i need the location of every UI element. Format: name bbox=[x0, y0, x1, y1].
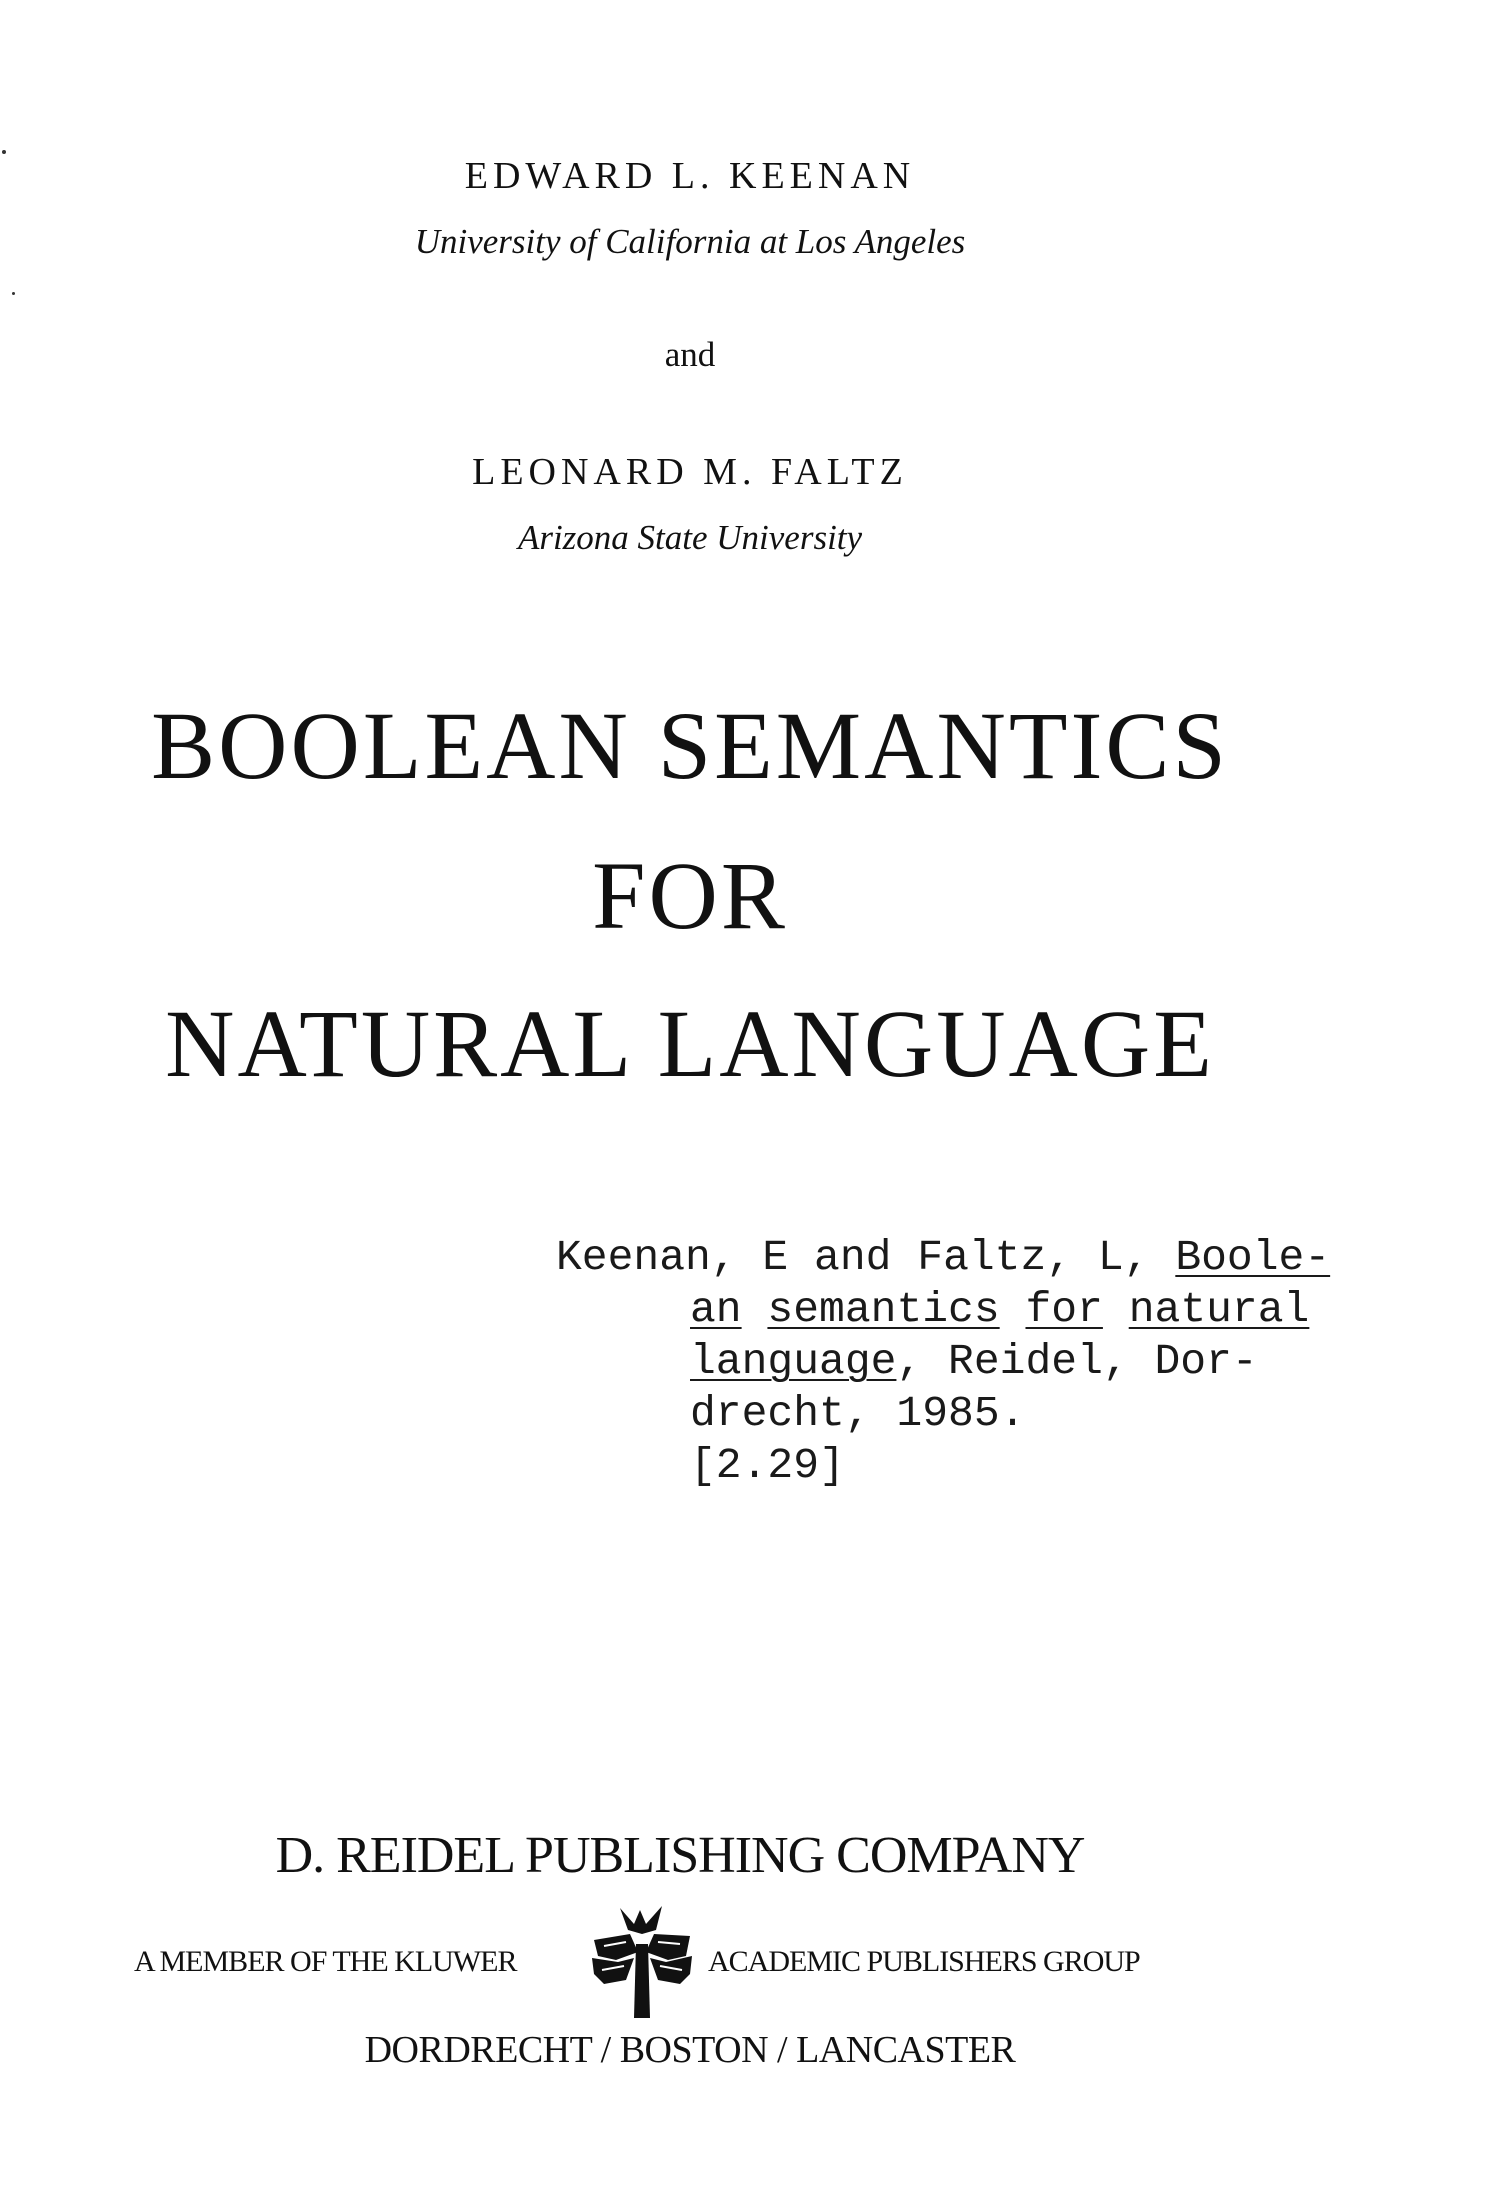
scan-speck bbox=[12, 292, 15, 295]
citation-underlined-text: natural bbox=[1128, 1285, 1310, 1334]
author-affiliation-2: Arizona State University bbox=[517, 518, 863, 557]
publisher-cities: DORDRECHT / BOSTON / LANCASTER bbox=[364, 2029, 1016, 2071]
book-title-line-1: BOOLEAN SEMANTICS bbox=[151, 692, 1229, 799]
author-name-1: EDWARD L. KEENAN bbox=[464, 155, 916, 197]
publisher-name: D. REIDEL PUBLISHING COMPANY bbox=[275, 1827, 1085, 1884]
publisher-member-left: A MEMBER OF THE KLUWER bbox=[134, 1945, 517, 1978]
citation-underlined-text: language bbox=[690, 1337, 897, 1386]
citation-line-5: [2.29] bbox=[690, 1441, 845, 1490]
citation-line-1 bbox=[556, 1232, 1330, 1284]
citation-underlined-text: for bbox=[1025, 1285, 1103, 1334]
citation-underlined-text: Boole- bbox=[1175, 1233, 1331, 1282]
book-title-line-3: NATURAL LANGUAGE bbox=[165, 990, 1215, 1097]
citation-line-4: drecht, 1985. bbox=[690, 1389, 1026, 1438]
citation-underlined-text: semantics bbox=[767, 1285, 1000, 1334]
citation-text: Keenan, E and Faltz, L, bbox=[556, 1233, 1176, 1282]
kluwer-logo-icon bbox=[590, 1900, 694, 2020]
citation-line-2 bbox=[690, 1284, 1309, 1336]
book-title-line-2: FOR bbox=[592, 842, 788, 949]
publisher-member-right: ACADEMIC PUBLISHERS GROUP bbox=[708, 1945, 1140, 1978]
kluwer-logo-svg bbox=[590, 1900, 694, 2020]
citation-underlined-text: an bbox=[690, 1285, 742, 1334]
author-conjunction: and bbox=[664, 335, 716, 374]
citation-text: , Reidel, Dor- bbox=[896, 1337, 1258, 1386]
citation-line-3 bbox=[690, 1336, 1258, 1388]
author-affiliation-1: University of California at Los Angeles bbox=[414, 222, 966, 261]
author-name-2: LEONARD M. FALTZ bbox=[472, 451, 908, 493]
